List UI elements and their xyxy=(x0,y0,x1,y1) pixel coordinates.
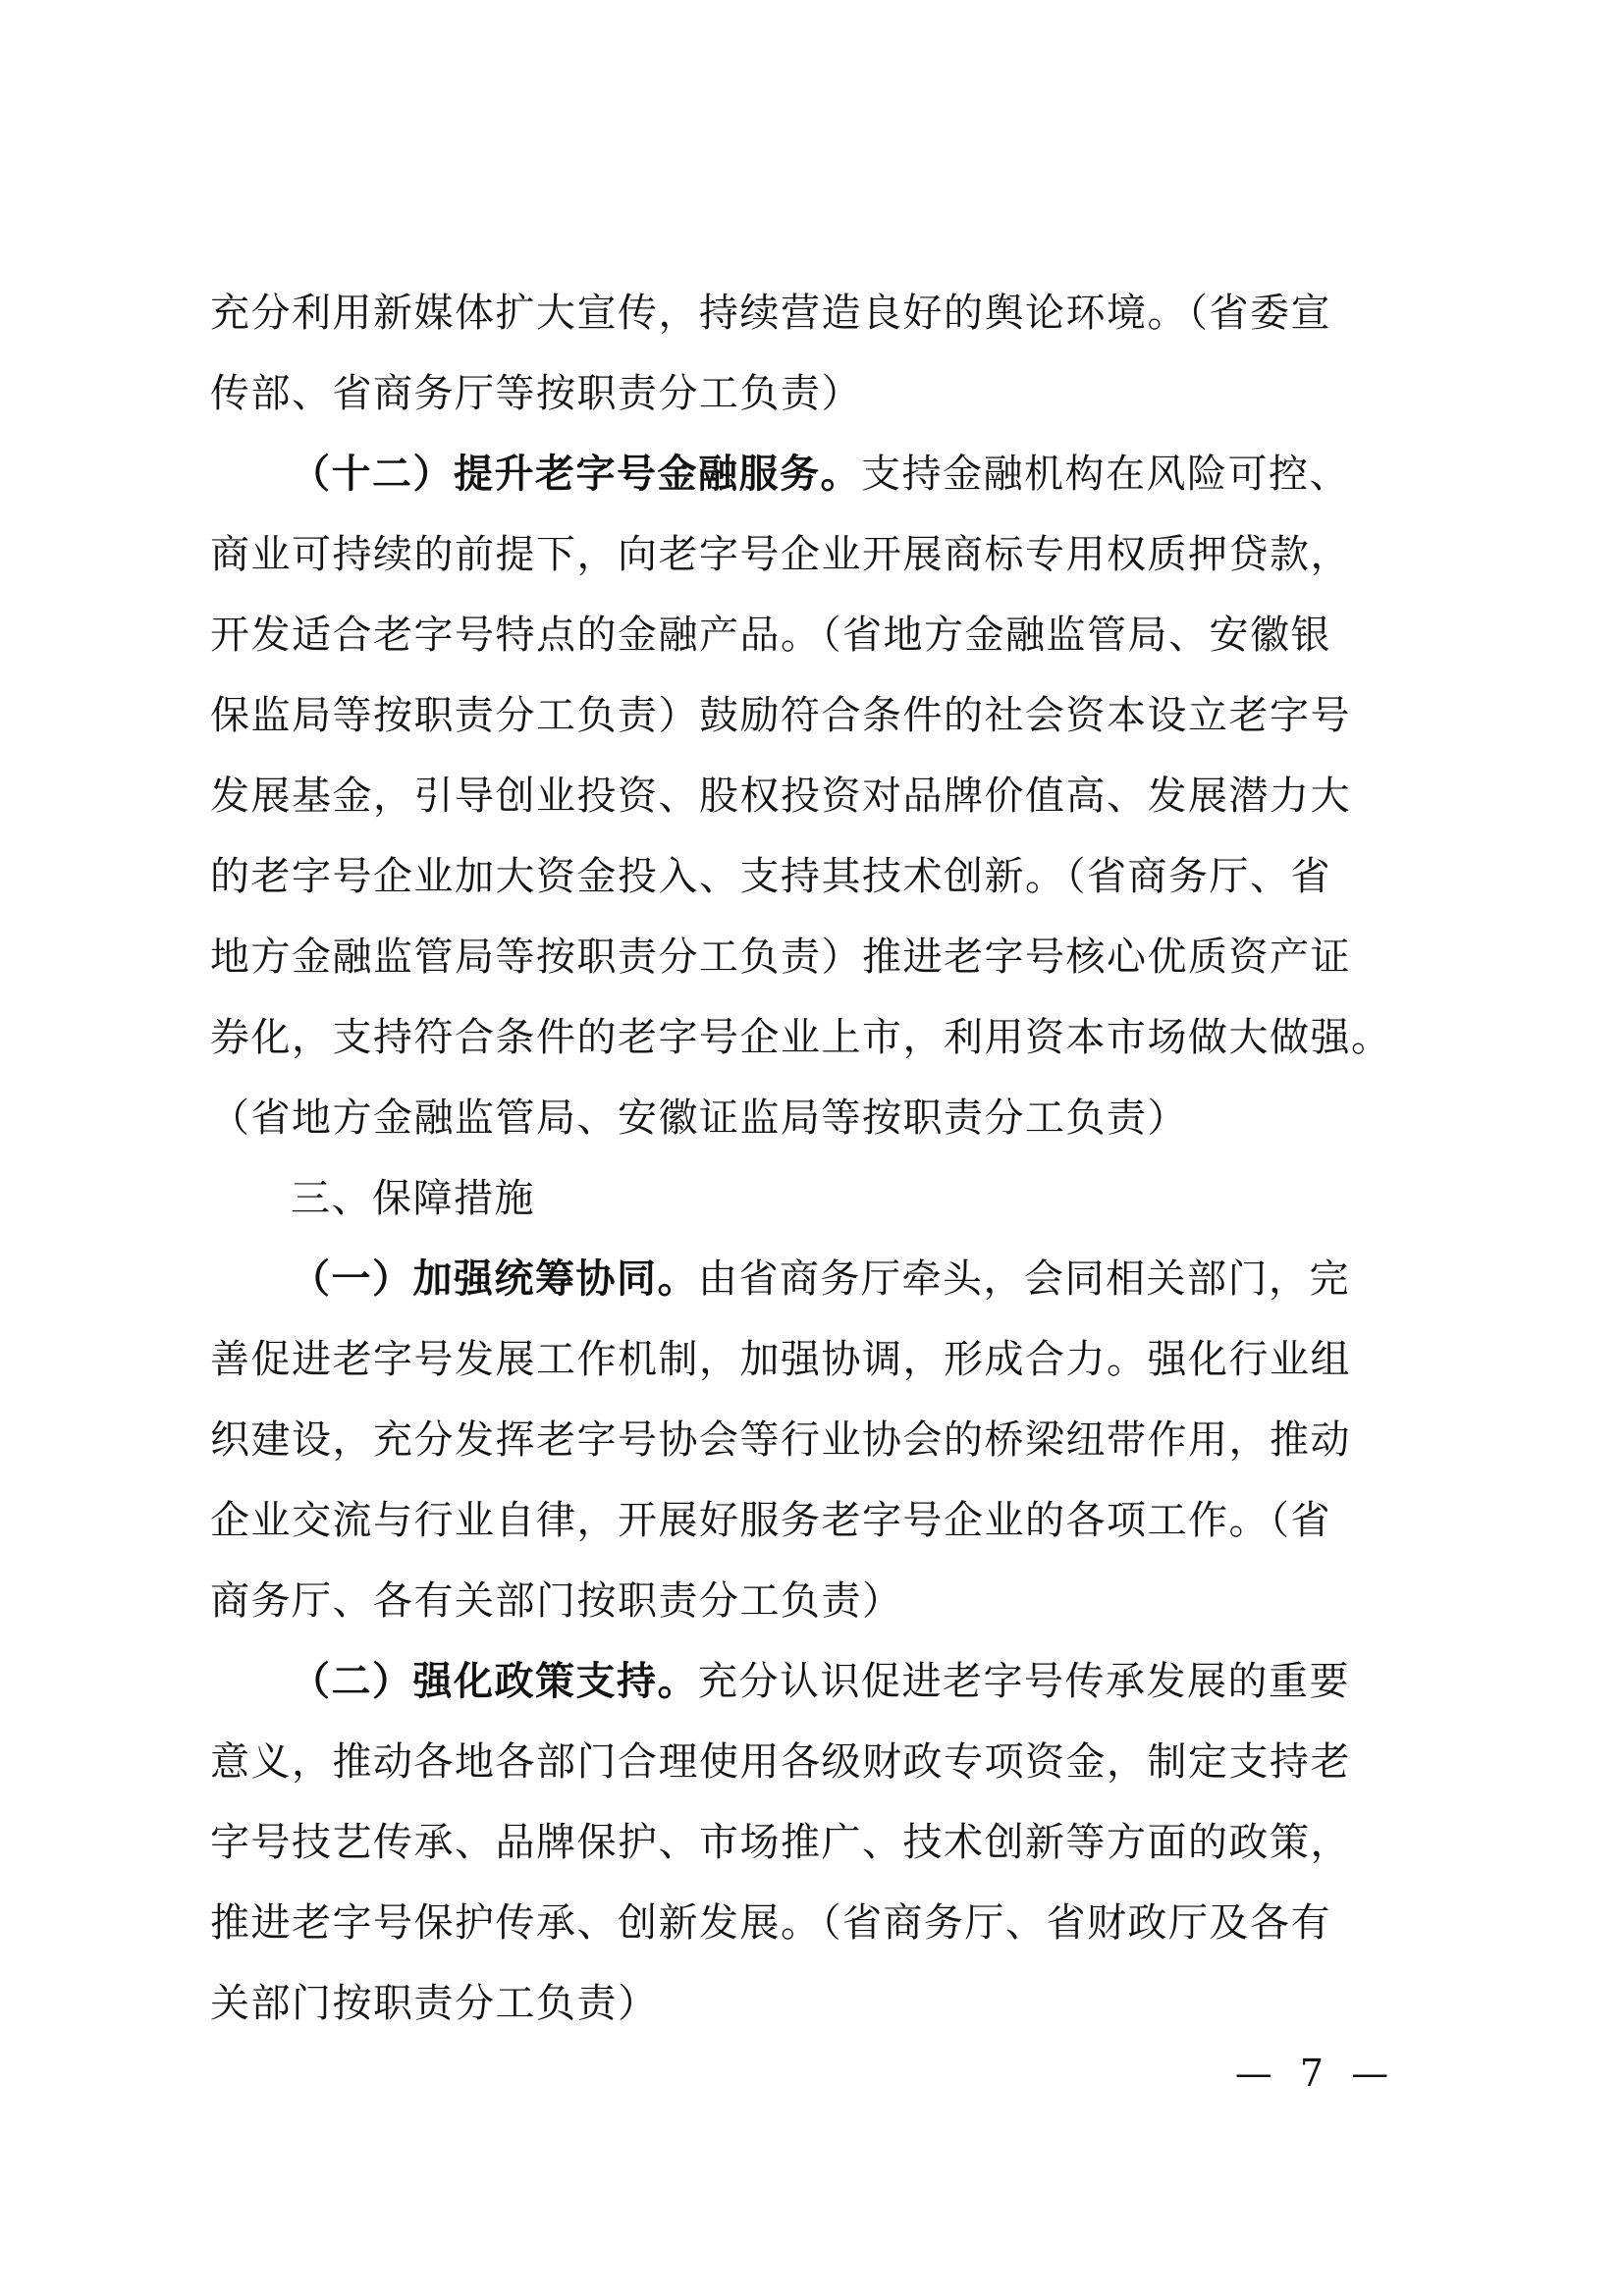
paragraph-1-first-line xyxy=(291,1235,1508,1323)
text-line: 商务厅、各有关部门按职责分工负责） xyxy=(210,1578,903,1624)
text-line: 推进老字号保护传承、创新发展。（省商务厅、省财政厅及各有 xyxy=(210,1900,1331,1946)
text-line: 券化，支持符合条件的老字号企业上市，利用资本市场做大做强。 xyxy=(210,1015,1392,1060)
text-line: （省地方金融监管局、安徽证监局等按职责分工负责） xyxy=(210,1095,1188,1141)
text-line: 意义，推动各地各部门合理使用各级财政专项资金，制定支持老 xyxy=(210,1739,1351,1785)
section-heading: 三、保障措施 xyxy=(291,1176,535,1221)
text-line: 关部门按职责分工负责） xyxy=(210,1981,659,2026)
text-line: 充分利用新媒体扩大宣传，持续营造良好的舆论环境。（省委宣 xyxy=(210,291,1331,336)
text-line: 传部、省商务厅等按职责分工负责） xyxy=(210,371,862,416)
text-line: 善促进老字号发展工作机制，加强协调，形成合力。强化行业组 xyxy=(210,1337,1351,1382)
paragraph-2-first-line xyxy=(291,1637,1508,1726)
paragraph-2-title: （二）强化政策支持。 xyxy=(291,1659,698,1704)
page-number: — 7 — xyxy=(1234,2052,1397,2095)
text-line: 的老字号企业加大资金投入、支持其技术创新。（省商务厅、省 xyxy=(210,854,1331,899)
paragraph-12-title: （十二）提升老字号金融服务。 xyxy=(291,452,861,497)
text-line: 保监局等按职责分工负责）鼓励符合条件的社会资本设立老字号 xyxy=(210,693,1351,738)
paragraph-1-title: （一）加强统筹协同。 xyxy=(291,1256,698,1302)
text-line: 织建设，充分发挥老字号协会等行业协会的桥梁纽带作用，推动 xyxy=(210,1417,1351,1463)
paragraph-12-lead: 支持金融机构在风险可控、 xyxy=(861,452,1350,497)
paragraph-12-first-line xyxy=(291,430,1508,518)
paragraph-2-lead: 充分认识促进老字号传承发展的重要 xyxy=(698,1659,1350,1704)
text-line: 地方金融监管局等按职责分工负责）推进老字号核心优质资产证 xyxy=(210,934,1351,980)
text-line: 企业交流与行业自律，开展好服务老字号企业的各项工作。（省 xyxy=(210,1498,1331,1543)
paragraph-1-lead: 由省商务厅牵头，会同相关部门，完 xyxy=(698,1256,1350,1302)
text-line: 发展基金，引导创业投资、股权投资对品牌价值高、发展潜力大 xyxy=(210,774,1351,819)
text-line: 开发适合老字号特点的金融产品。（省地方金融监管局、安徽银 xyxy=(210,613,1331,658)
text-line: 商业可持续的前提下，向老字号企业开展商标专用权质押贷款， xyxy=(210,532,1351,577)
text-line: 字号技艺传承、品牌保护、市场推广、技术创新等方面的政策， xyxy=(210,1820,1351,1865)
